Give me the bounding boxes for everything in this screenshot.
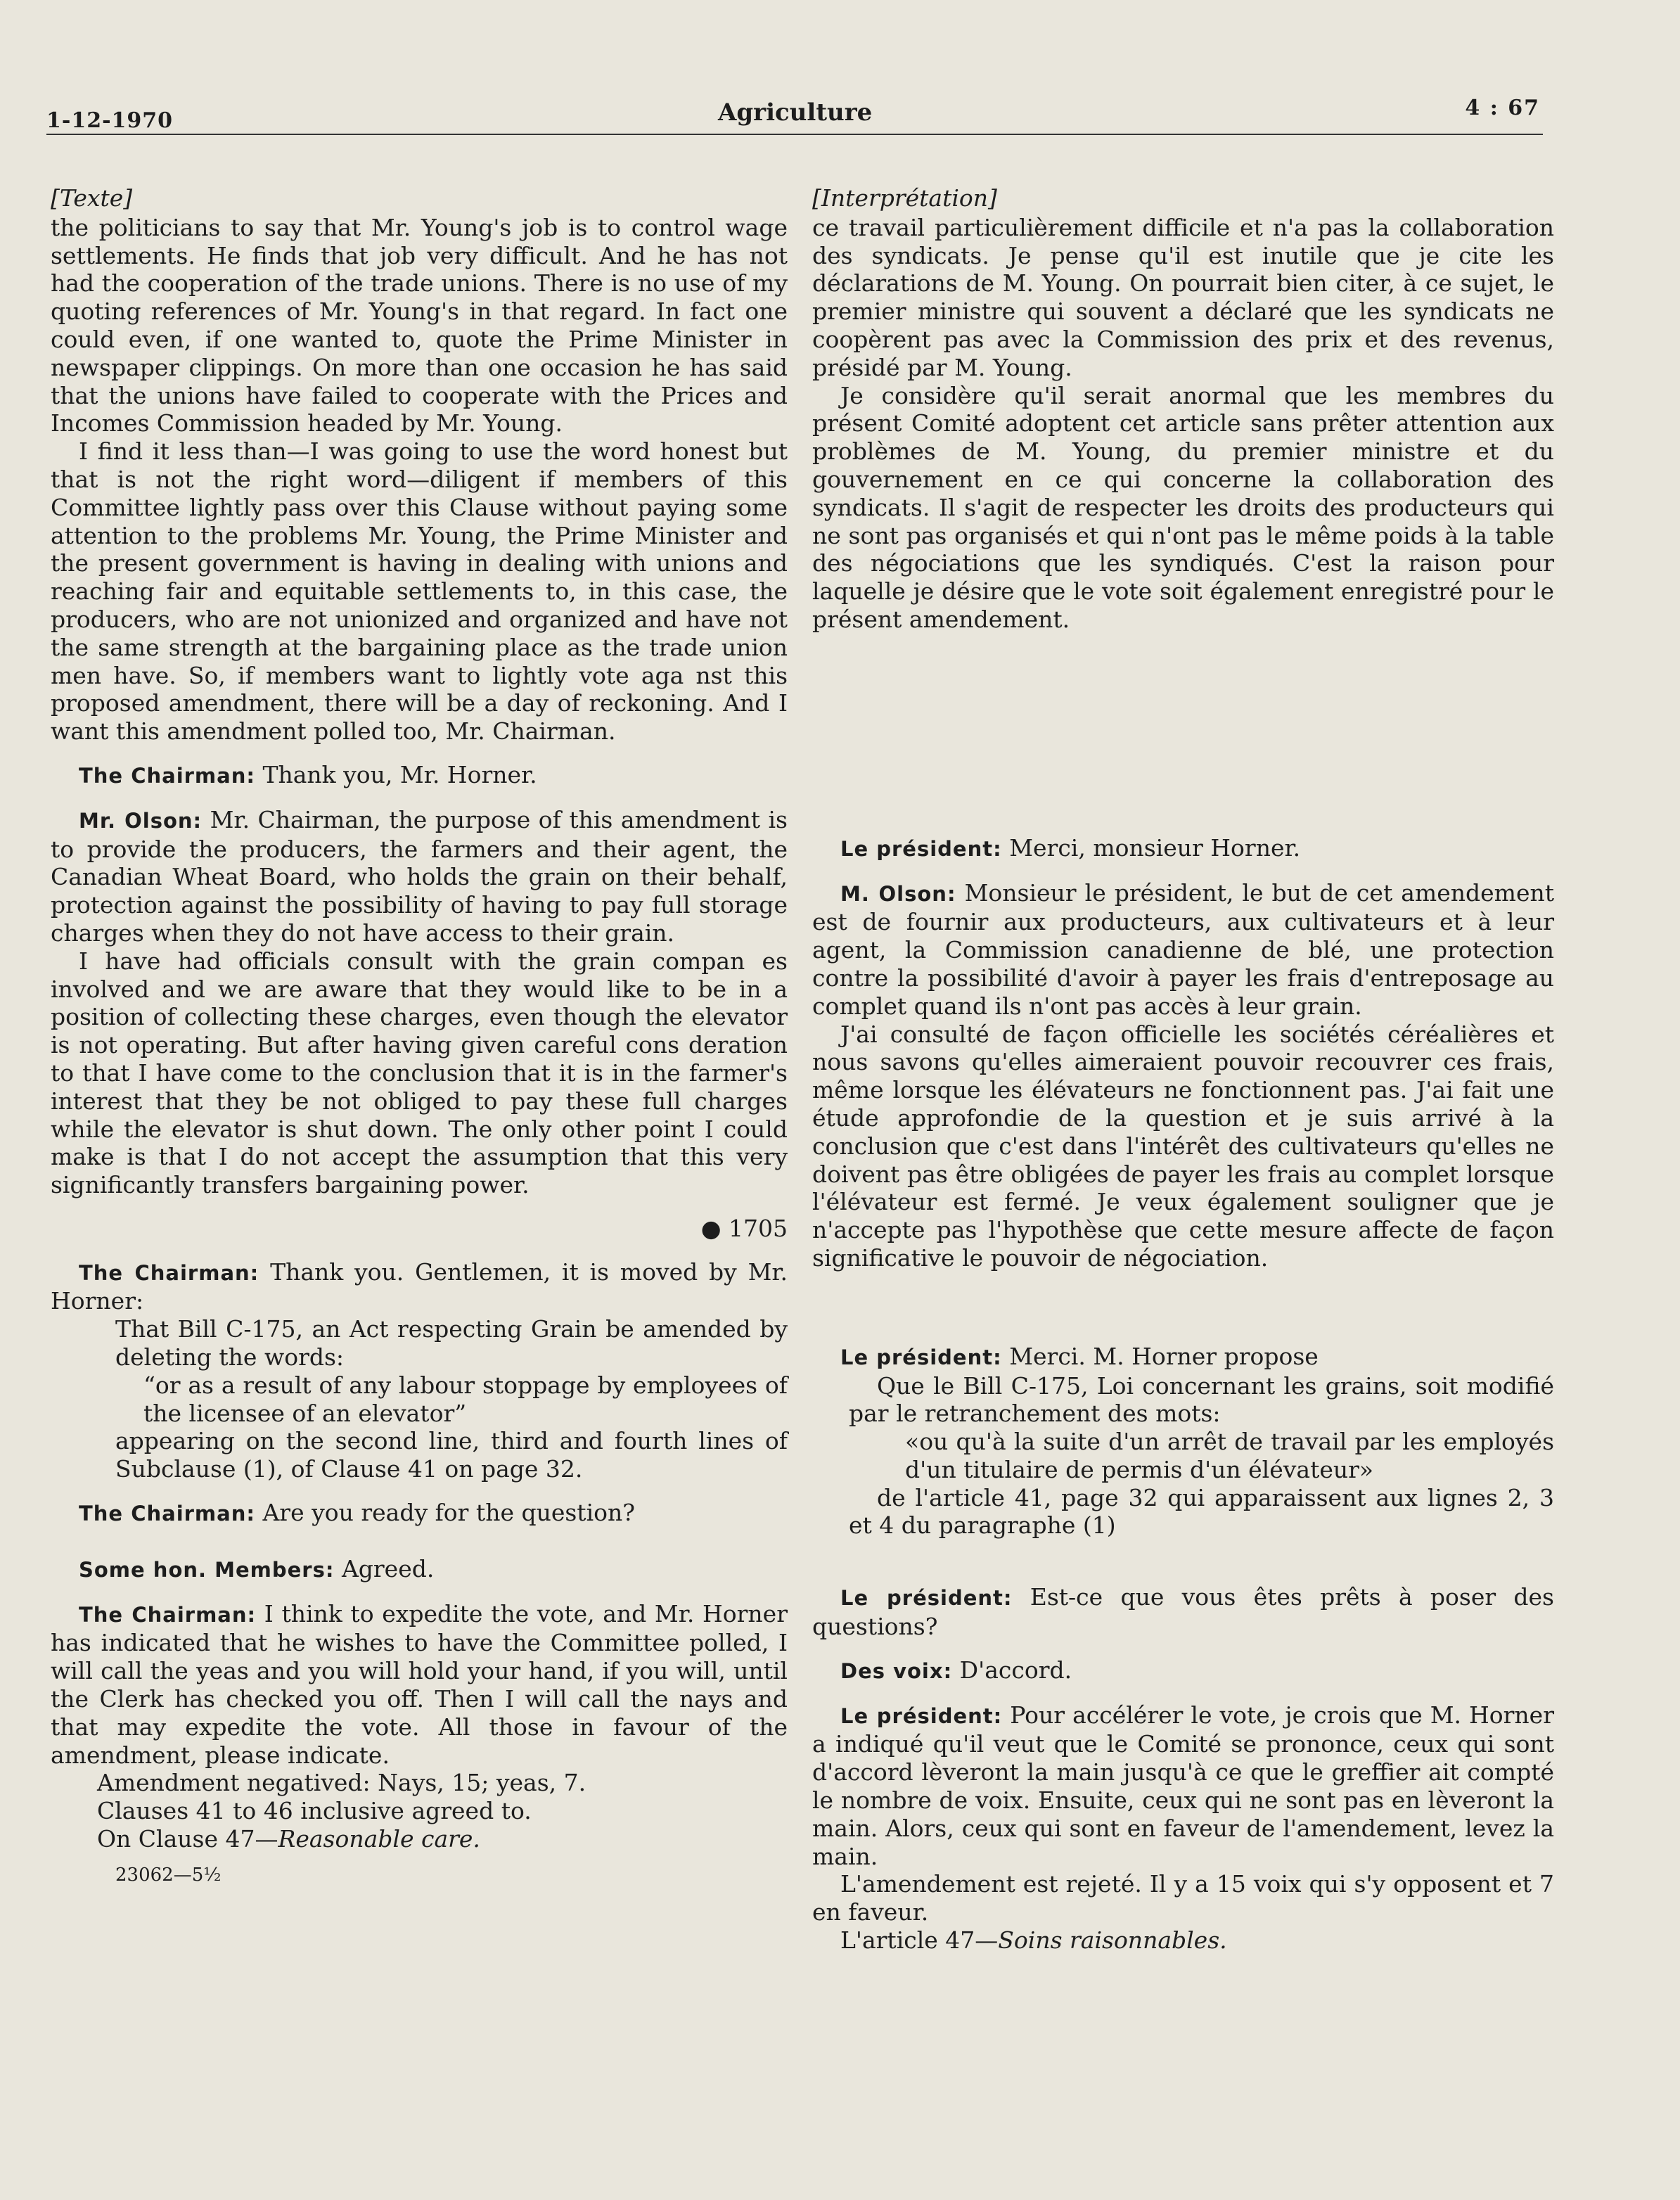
- header-date: 1-12-1970: [46, 108, 174, 133]
- english-column: [51, 184, 788, 1890]
- speaker-label: M. Olson:: [840, 881, 956, 906]
- speech-text: Merci. M. Horner propose: [1009, 1342, 1319, 1370]
- speech: [812, 1701, 1554, 1871]
- speech-text: Thank you, Mr. Horner.: [262, 760, 537, 788]
- speaker-label: The Chairman:: [79, 1260, 259, 1285]
- speaker-label: Le président:: [840, 836, 1002, 861]
- clause-title: Soins raisonnables.: [998, 1926, 1227, 1955]
- paragraph: I have had officials consult with the grain compan es involved and we are aware that they would like to be in a position of collecting these charges, even though the elevator is not operating. But after having given careful cons deration to that I have come to the conclusion that it is in the farmer's interest that they be not obliged to pay these full charges while the elevator is shut down. The only other point I could make is that I do not accept the assumption that this very significantly transfers bargaining power.: [51, 947, 788, 1199]
- clauses-agreed: Clauses 41 to 46 inclusive agreed to.: [97, 1797, 532, 1825]
- motion-text: de l'article 41, page 32 qui apparaissent aux lignes 2, 3 et 4 du paragraphe (1): [849, 1483, 1554, 1540]
- speech-text: Mr. Chairman, the purpose of this amendment is to provide the producers, the farmers and their agent, the Canadian Wheat Board, who holds the grain on their behalf, protection against the possibility of having to pay full storage charges when they do not have access to their grain.: [51, 805, 788, 947]
- speech-text: Merci, monsieur Horner.: [1009, 833, 1301, 862]
- speaker-label: The Chairman:: [79, 763, 255, 788]
- speech-text: Est-ce que vous êtes prêts à poser des questions?: [812, 1583, 1554, 1641]
- speech-text: Are you ready for the question?: [262, 1499, 635, 1527]
- speech: [51, 761, 788, 791]
- speech: [812, 1343, 1554, 1372]
- speech: [812, 1583, 1554, 1641]
- speech-text: Agreed.: [341, 1554, 435, 1582]
- header-page-number: 4 : 67: [1465, 96, 1540, 120]
- clause-prefix: L'article 47—: [840, 1926, 999, 1955]
- speech-text: D'accord.: [959, 1656, 1072, 1684]
- paragraph: Je considère qu'il serait anormal que les membres du présent Comité adoptent cet article sans prêter attention aux problèmes de M. Young, du premier ministre et du gouvernement en ce qui concerne la collaboration des syndicats. Il s'agit de respecter les droits des producteurs qui ne sont pas organisés et qui n'ont pas le même poids à la table des négociations que les syndiqués. C'est la raison pour laquelle je désire que le vote soit également enregistré pour le présent amendement.: [812, 381, 1554, 633]
- text-tag: [Texte]: [51, 184, 133, 212]
- speaker-label: The Chairman:: [79, 1602, 257, 1627]
- paragraph: I find it less than—I was going to use the word honest but that is not the right word—diligent if members of this Committee lightly pass over this Clause without paying some attention to the problems Mr. Young, the Prime Minister and the present government is having in dealing with unions and reaching fair and equitable settlements to, in this case, the producers, who are not unionized and organized and have not the same strength at the bargaining place as the trade union men have. So, if members want to lightly vote aga nst this proposed amendment, there will be a day of reckoning. And I want this amendment polled too, Mr. Chairman.: [51, 437, 788, 746]
- motion-text: Que le Bill C-175, Loi concernant les grains, soit modifié par le retranchement des mots:: [849, 1371, 1554, 1428]
- motion-quote: “or as a result of any labour stoppage by employees of the licensee of an elevator”: [143, 1371, 788, 1427]
- speech: [812, 834, 1554, 864]
- motion-quote: «ou qu'à la suite d'un arrêt de travail par les employés d'un titulaire de permis d'un élévateur»: [905, 1428, 1554, 1483]
- speech-text: I think to expedite the vote, and Mr. Horner has indicated that he wishes to have the Committee polled, I will call the yeas and you will hold your hand, if you will, until the Clerk has checked you off. Then I will call the nays and that may expedite the vote. All those in favour of the amendment, please indicate.: [51, 1599, 788, 1769]
- speech: [51, 1258, 788, 1316]
- printer-signature: 23062—5½: [115, 1864, 222, 1886]
- speaker-label: Le président:: [840, 1345, 1002, 1369]
- speech: [51, 1555, 788, 1585]
- speaker-label: Le président:: [840, 1586, 1013, 1611]
- clause-heading: [97, 1825, 788, 1853]
- speaker-label: The Chairman:: [79, 1502, 255, 1526]
- speech: [51, 1600, 788, 1770]
- page-header: [46, 90, 1544, 139]
- motion-text: That Bill C-175, an Act respecting Grain be amended by deleting the words:: [115, 1315, 788, 1371]
- speech-text: Thank you. Gentlemen, it is moved by Mr. Horner:: [51, 1258, 788, 1315]
- clause-title: Reasonable care.: [278, 1825, 480, 1853]
- clause-prefix: On Clause 47—: [97, 1825, 278, 1853]
- speech: [812, 879, 1554, 1021]
- time-marker: ● 1705: [700, 1214, 788, 1242]
- paragraph: ce travail particulièrement difficile et n'a pas la collaboration des syndicats. Je pense qu'il est inutile que je cite les déclarations de M. Young. On pourrait bien citer, à ce sujet, le premier ministre qui souvent a déclaré que les syndicats ne coopèrent pas avec la Commission des prix et des revenus, présidé par M. Young.: [812, 213, 1554, 381]
- vote-result: Amendment negatived: Nays, 15; yeas, 7.: [97, 1769, 586, 1797]
- clause-heading: [812, 1926, 1554, 1955]
- speech: [812, 1656, 1554, 1686]
- speaker-label: Some hon. Members:: [79, 1557, 335, 1582]
- speaker-label: Des voix:: [840, 1658, 953, 1683]
- speech: [51, 1499, 788, 1528]
- speaker-label: Le président:: [840, 1703, 1003, 1728]
- paragraph: J'ai consulté de façon officielle les sociétés céréalières et nous savons qu'elles aimeraient pouvoir recouvrer ces frais, même lorsque les élévateurs ne fonctionnent pas. J'ai fait une étude approfondie de la question et je suis arrivé à la conclusion que c'est dans l'intérêt des cultivateurs qu'elles ne doivent pas être obligées de payer les frais au complet lorsque l'élévateur est fermé. Je veux également souligner que je n'accepte pas l'hypothèse que cette mesure affecte de façon significative le pouvoir de négociation.: [812, 1020, 1554, 1272]
- french-column: [812, 184, 1554, 1955]
- speech-text: Monsieur le président, le but de cet amendement est de fournir aux producteurs, aux cultivateurs et à leur agent, la Commission canadienne de blé, une protection contre la possibilité d'avoir à payer les frais d'entreposage au complet quand ils n'ont pas accès à leur grain.: [812, 878, 1554, 1020]
- motion-text: appearing on the second line, third and fourth lines of Subclause (1), of Clause 41 on page 32.: [115, 1427, 788, 1483]
- vote-result: L'amendement est rejeté. Il y a 15 voix qui s'y opposent et 7 en faveur.: [812, 1870, 1554, 1926]
- speech-text: Pour accélérer le vote, je crois que M. Horner a indiqué qu'il veut que le Comité se prononce, ceux qui sont d'accord lèveront la main jusqu'à ce que le greffier ait compté le nombre de voix. Ensuite, ceux qui ne sont pas en lèveront la main. Alors, ceux qui sont en faveur de l'amendement, levez la main.: [812, 1701, 1554, 1870]
- header-rule: [46, 134, 1543, 135]
- speaker-label: Mr. Olson:: [79, 808, 203, 833]
- speech: [51, 806, 788, 947]
- header-section-title: Agriculture: [718, 98, 873, 127]
- interpretation-tag: [Interprétation]: [812, 184, 997, 212]
- paragraph: the politicians to say that Mr. Young's job is to control wage settlements. He finds that job very difficult. And he has not had the cooperation of the trade unions. There is no use of my quoting references of Mr. Young's in that regard. In fact one could even, if one wanted to, quote the Prime Minister in newspaper clippings. On more than one occasion he has said that the unions have failed to cooperate with the Prices and Incomes Commission headed by Mr. Young.: [51, 213, 788, 437]
